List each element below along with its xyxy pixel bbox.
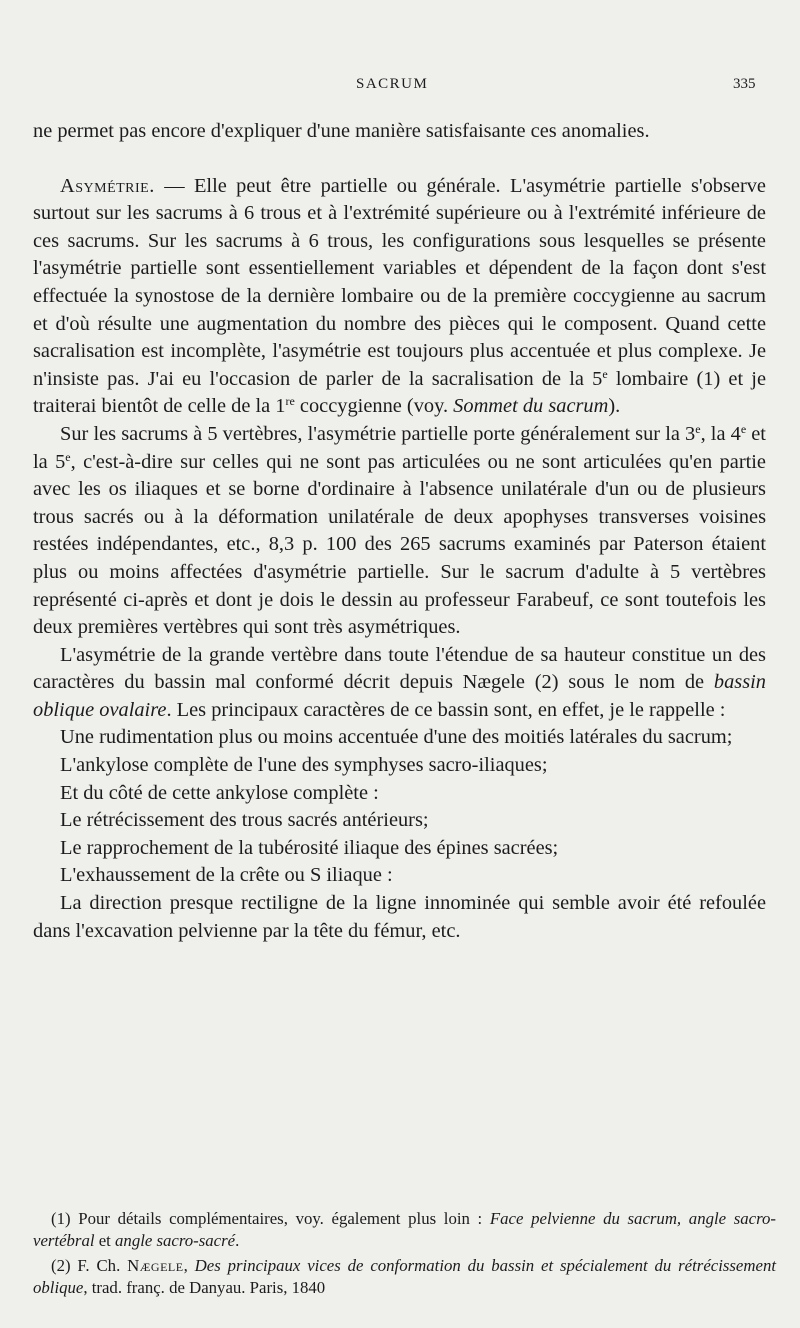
list-item: Le rapprochement de la tubérosité iliaque des épines sacrées; xyxy=(60,836,559,859)
footnotes xyxy=(33,1208,776,1302)
paragraph-cinq-vertebres: Sur les sacrums à 5 vertèbres, l'asymétrie partielle porte généralement sur la 3e, la 4e et la 5e, c'est-à-dire sur celles qui ne sont pas articulées ou ne sont articulées qu'en partie avec les os iliaques et se borne d'ordinaire à l'absence unilatérale d'un ou de plusieurs trous sacrés ou à la déformation unilatérale de deux apophyses transverses voisines restées indépendantes, etc., 8,3 p. 100 des 265 sacrums examinés par Paterson étaient plus ou moins affectées d'asymétrie partielle. Sur le sacrum d'adulte à 5 vertèbres représenté ci-après et dont je dois le dessin au professeur Farabeuf, ce sont toutefois les deux premières vertèbres qui sont très asymétriques. xyxy=(33,421,766,639)
list-item: La direction presque rectiligne de la ligne innominée qui semble avoir été refoulée dans l'excavation pelvienne par la tête du fémur, etc. xyxy=(33,892,766,942)
footnote-2: (2) F. Ch. Nægele, Des principaux vices de conformation du bassin et spécialement du rétrécissement oblique, trad. franç. de Danyau. Paris, 1840 xyxy=(33,1255,777,1298)
body-text xyxy=(33,118,766,945)
page-header xyxy=(0,76,800,100)
page-number: 335 xyxy=(733,76,756,92)
paragraph-grande-vertebre: L'asymétrie de la grande vertèbre dans toute l'étendue de sa hauteur constitue un des caractères du bassin mal conformé décrit depuis Nægele (2) sous le nom de bassin oblique ovalaire. Les principaux caractères de ce bassin sont, en effet, je le rappelle : xyxy=(33,643,766,721)
list-item: L'ankylose complète de l'une des symphyses sacro-iliaques; xyxy=(60,754,548,777)
list-item: Le rétrécissement des trous sacrés antérieurs; xyxy=(60,809,429,832)
list-item: Une rudimentation plus ou moins accentuée d'une des moitiés latérales du sacrum; xyxy=(60,726,733,749)
footnote-1: (1) Pour détails complémentaires, voy. également plus loin : Face pelvienne du sacrum, angle sacro-vertébral et angle sacro-sacré. xyxy=(33,1209,777,1251)
section-label: Asymétrie. xyxy=(60,174,155,197)
paragraph-asymetrie: Asymétrie. — Elle peut être partielle ou générale. L'asymétrie partielle s'observe surtout sur les sacrums à 6 trous et à l'extrémité supérieure ou à l'extrémité inférieure de ces sacrums. Sur les sacrums à 6 trous, les configurations sous lesquelles se présente l'asymétrie partielle sont essentiellement variables et dépendent de la façon dont s'est effectuée la synostose de la dernière lombaire ou de la première coccygienne au sacrum et d'où résulte une augmentation du nombre des pièces qui le composent. Quand cette sacralisation est incomplète, l'asymétrie est toujours plus accentuée et plus complexe. Je n'insiste pas. J'ai eu l'occasion de parler de la sacralisation de la 5e lombaire (1) et je traiterai bientôt de celle de la 1re coccygienne (voy. Sommet du sacrum). xyxy=(33,174,766,418)
running-head: SACRUM xyxy=(356,76,429,92)
list-item: L'exhaussement de la crête ou S iliaque : xyxy=(60,864,393,887)
paragraph-continuation: ne permet pas encore d'expliquer d'une manière satisfaisante ces anomalies. xyxy=(33,120,650,142)
list-item: Et du côté de cette ankylose complète : xyxy=(60,781,379,804)
